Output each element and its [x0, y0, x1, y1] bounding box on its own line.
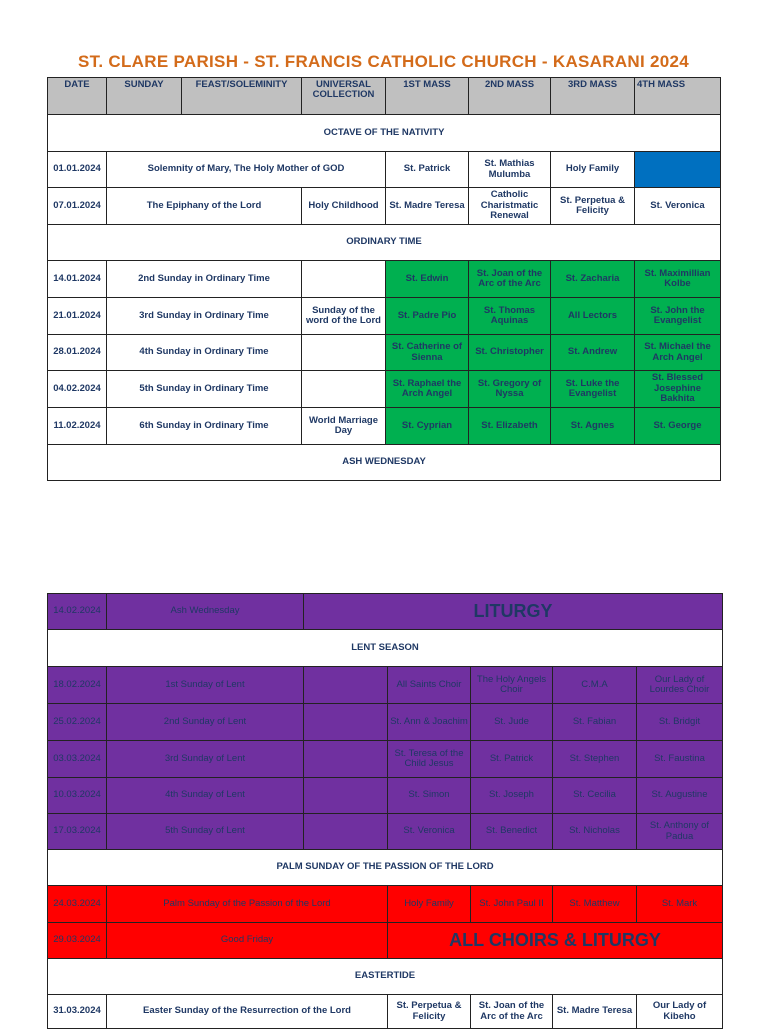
header-collection: UNIVERSAL COLLECTION — [302, 78, 386, 115]
table-row — [48, 704, 723, 741]
row-mass-3: St. Agnes — [551, 408, 635, 445]
row-date: 03.03.2024 — [48, 741, 107, 778]
row-collection — [302, 335, 386, 371]
row-mass-4: St. George — [635, 408, 721, 445]
row-feast: 3rd Sunday in Ordinary Time — [107, 298, 302, 335]
row-mass-1: St. Madre Teresa — [386, 188, 469, 225]
row-mass-2: St. Jude — [471, 704, 553, 741]
section-palm-sunday: PALM SUNDAY OF THE PASSION OF THE LORD — [48, 850, 723, 886]
row-mass-2: St. Thomas Aquinas — [469, 298, 551, 335]
row-mass-3: St. Zacharia — [551, 261, 635, 298]
row-mass-1: St. Patrick — [386, 152, 469, 188]
section-lent: LENT SEASON — [48, 630, 723, 667]
row-liturgy: LITURGY — [304, 594, 723, 630]
table-row — [48, 886, 723, 923]
row-mass-4: St. Michael the Arch Angel — [635, 335, 721, 371]
row-mass-3: St. Luke the Evangelist — [551, 371, 635, 408]
table-row — [48, 188, 721, 225]
row-date: 21.01.2024 — [48, 298, 107, 335]
row-date: 01.01.2024 — [48, 152, 107, 188]
row-feast: 2nd Sunday of Lent — [107, 704, 304, 741]
row-mass-2: St. Christopher — [469, 335, 551, 371]
row-date: 10.03.2024 — [48, 778, 107, 814]
table-row — [48, 778, 723, 814]
row-feast: The Epiphany of the Lord — [107, 188, 302, 225]
header-sunday: SUNDAY — [107, 78, 182, 115]
row-mass-3: St. Stephen — [553, 741, 637, 778]
table-row — [48, 995, 723, 1029]
row-mass-2: St. Benedict — [471, 814, 553, 850]
row-mass-4: St. Bridgit — [637, 704, 723, 741]
row-mass-1: Holy Family — [388, 886, 471, 923]
row-date: 24.03.2024 — [48, 886, 107, 923]
row-collection — [304, 778, 388, 814]
header-feast: FEAST/SOLEMINITY — [182, 78, 302, 115]
row-mass-1: St. Cyprian — [386, 408, 469, 445]
row-mass-4: St. Blessed Josephine Bakhita — [635, 371, 721, 408]
row-mass-2: St. John Paul II — [471, 886, 553, 923]
header-row — [48, 78, 721, 115]
row-mass-1: St. Veronica — [388, 814, 471, 850]
row-feast: Ash Wednesday — [107, 594, 304, 630]
row-feast: 2nd Sunday in Ordinary Time — [107, 261, 302, 298]
row-all-choirs: ALL CHOIRS & LITURGY — [388, 923, 723, 959]
table-row — [48, 298, 721, 335]
row-mass-2: St. Joseph — [471, 778, 553, 814]
row-date: 14.01.2024 — [48, 261, 107, 298]
section-octave: OCTAVE OF THE NATIVITY — [48, 115, 721, 152]
row-collection — [302, 261, 386, 298]
row-mass-3: All Lectors — [551, 298, 635, 335]
section-eastertide: EASTERTIDE — [48, 959, 723, 995]
row-date: 25.02.2024 — [48, 704, 107, 741]
section-row — [48, 115, 721, 152]
row-mass-1: St. Catherine of Sienna — [386, 335, 469, 371]
row-collection — [304, 741, 388, 778]
row-mass-2: St. Elizabeth — [469, 408, 551, 445]
row-collection — [304, 704, 388, 741]
row-mass-1: All Saints Choir — [388, 667, 471, 704]
row-mass-1: St. Padre Pio — [386, 298, 469, 335]
table-row — [48, 741, 723, 778]
row-date: 04.02.2024 — [48, 371, 107, 408]
section-row — [48, 225, 721, 261]
row-mass-2: St. Joan of the Arc of the Arc — [471, 995, 553, 1029]
row-mass-3: St. Madre Teresa — [553, 995, 637, 1029]
row-feast: 4th Sunday in Ordinary Time — [107, 335, 302, 371]
row-feast: 4th Sunday of Lent — [107, 778, 304, 814]
table-row — [48, 335, 721, 371]
row-feast: Palm Sunday of the Passion of the Lord — [107, 886, 388, 923]
row-feast: Easter Sunday of the Resurrection of the Lord — [107, 995, 388, 1029]
table-row — [48, 408, 721, 445]
row-mass-1: St. Edwin — [386, 261, 469, 298]
row-mass-1: St. Ann & Joachim — [388, 704, 471, 741]
row-date: 17.03.2024 — [48, 814, 107, 850]
row-collection — [304, 667, 388, 704]
row-collection: Holy Childhood — [302, 188, 386, 225]
row-collection — [304, 814, 388, 850]
row-mass-3: C.M.A — [553, 667, 637, 704]
row-feast: 1st Sunday of Lent — [107, 667, 304, 704]
row-collection: World Marriage Day — [302, 408, 386, 445]
row-date: 31.03.2024 — [48, 995, 107, 1029]
row-mass-2: St. Patrick — [471, 741, 553, 778]
table-row — [48, 667, 723, 704]
row-mass-4: Our Lady of Kibeho — [637, 995, 723, 1029]
document-title: ST. CLARE PARISH - ST. FRANCIS CATHOLIC CHURCH - KASARANI 2024 — [77, 52, 690, 71]
row-mass-3: St. Perpetua & Felicity — [551, 188, 635, 225]
row-mass-3: St. Fabian — [553, 704, 637, 741]
section-ash-wednesday: ASH WEDNESDAY — [48, 445, 721, 481]
row-mass-4: St. Veronica — [635, 188, 721, 225]
row-mass-2: Catholic Charistmatic Renewal — [469, 188, 551, 225]
row-date: 28.01.2024 — [48, 335, 107, 371]
row-date: 07.01.2024 — [48, 188, 107, 225]
schedule-table-2 — [47, 593, 723, 1029]
row-mass-3: St. Matthew — [553, 886, 637, 923]
row-mass-1: St. Raphael the Arch Angel — [386, 371, 469, 408]
header-mass-1: 1ST MASS — [386, 78, 469, 115]
table-row — [48, 814, 723, 850]
row-mass-4: St. Faustina — [637, 741, 723, 778]
section-ordinary-time: ORDINARY TIME — [48, 225, 721, 261]
table-row — [48, 261, 721, 298]
table-row — [48, 152, 721, 188]
row-date: 14.02.2024 — [48, 594, 107, 630]
row-date: 18.02.2024 — [48, 667, 107, 704]
row-mass-3: St. Andrew — [551, 335, 635, 371]
header-mass-4: 4TH MASS — [635, 78, 721, 115]
row-mass-4: St. John the Evangelist — [635, 298, 721, 335]
table-row — [48, 371, 721, 408]
row-feast: Solemnity of Mary, The Holy Mother of GOD — [107, 152, 386, 188]
row-mass-4: St. Augustine — [637, 778, 723, 814]
row-mass-4: Our Lady of Lourdes Choir — [637, 667, 723, 704]
row-mass-4 — [635, 152, 721, 188]
row-mass-1: St. Perpetua & Felicity — [388, 995, 471, 1029]
section-row — [48, 850, 723, 886]
row-mass-2: The Holy Angels Choir — [471, 667, 553, 704]
header-mass-3: 3RD MASS — [551, 78, 635, 115]
row-date: 29.03.2024 — [48, 923, 107, 959]
section-row — [48, 959, 723, 995]
section-row — [48, 445, 721, 481]
row-collection: Sunday of the word of the Lord — [302, 298, 386, 335]
row-mass-2: St. Mathias Mulumba — [469, 152, 551, 188]
schedule-table-1 — [47, 77, 721, 481]
row-feast: 3rd Sunday of Lent — [107, 741, 304, 778]
table-row — [48, 594, 723, 630]
row-date: 11.02.2024 — [48, 408, 107, 445]
row-feast: Good Friday — [107, 923, 388, 959]
row-mass-4: St. Maximillian Kolbe — [635, 261, 721, 298]
row-mass-4: St. Mark — [637, 886, 723, 923]
row-collection — [302, 371, 386, 408]
row-mass-4: St. Anthony of Padua — [637, 814, 723, 850]
header-date: DATE — [48, 78, 107, 115]
row-feast: 5th Sunday of Lent — [107, 814, 304, 850]
section-row — [48, 630, 723, 667]
row-mass-2: St. Gregory of Nyssa — [469, 371, 551, 408]
row-mass-3: Holy Family — [551, 152, 635, 188]
row-feast: 6th Sunday in Ordinary Time — [107, 408, 302, 445]
row-mass-1: St. Teresa of the Child Jesus — [388, 741, 471, 778]
table-row — [48, 923, 723, 959]
header-mass-2: 2ND MASS — [469, 78, 551, 115]
row-mass-3: St. Cecilia — [553, 778, 637, 814]
row-mass-1: St. Simon — [388, 778, 471, 814]
row-mass-3: St. Nicholas — [553, 814, 637, 850]
row-feast: 5th Sunday in Ordinary Time — [107, 371, 302, 408]
row-mass-2: St. Joan of the Arc of the Arc — [469, 261, 551, 298]
